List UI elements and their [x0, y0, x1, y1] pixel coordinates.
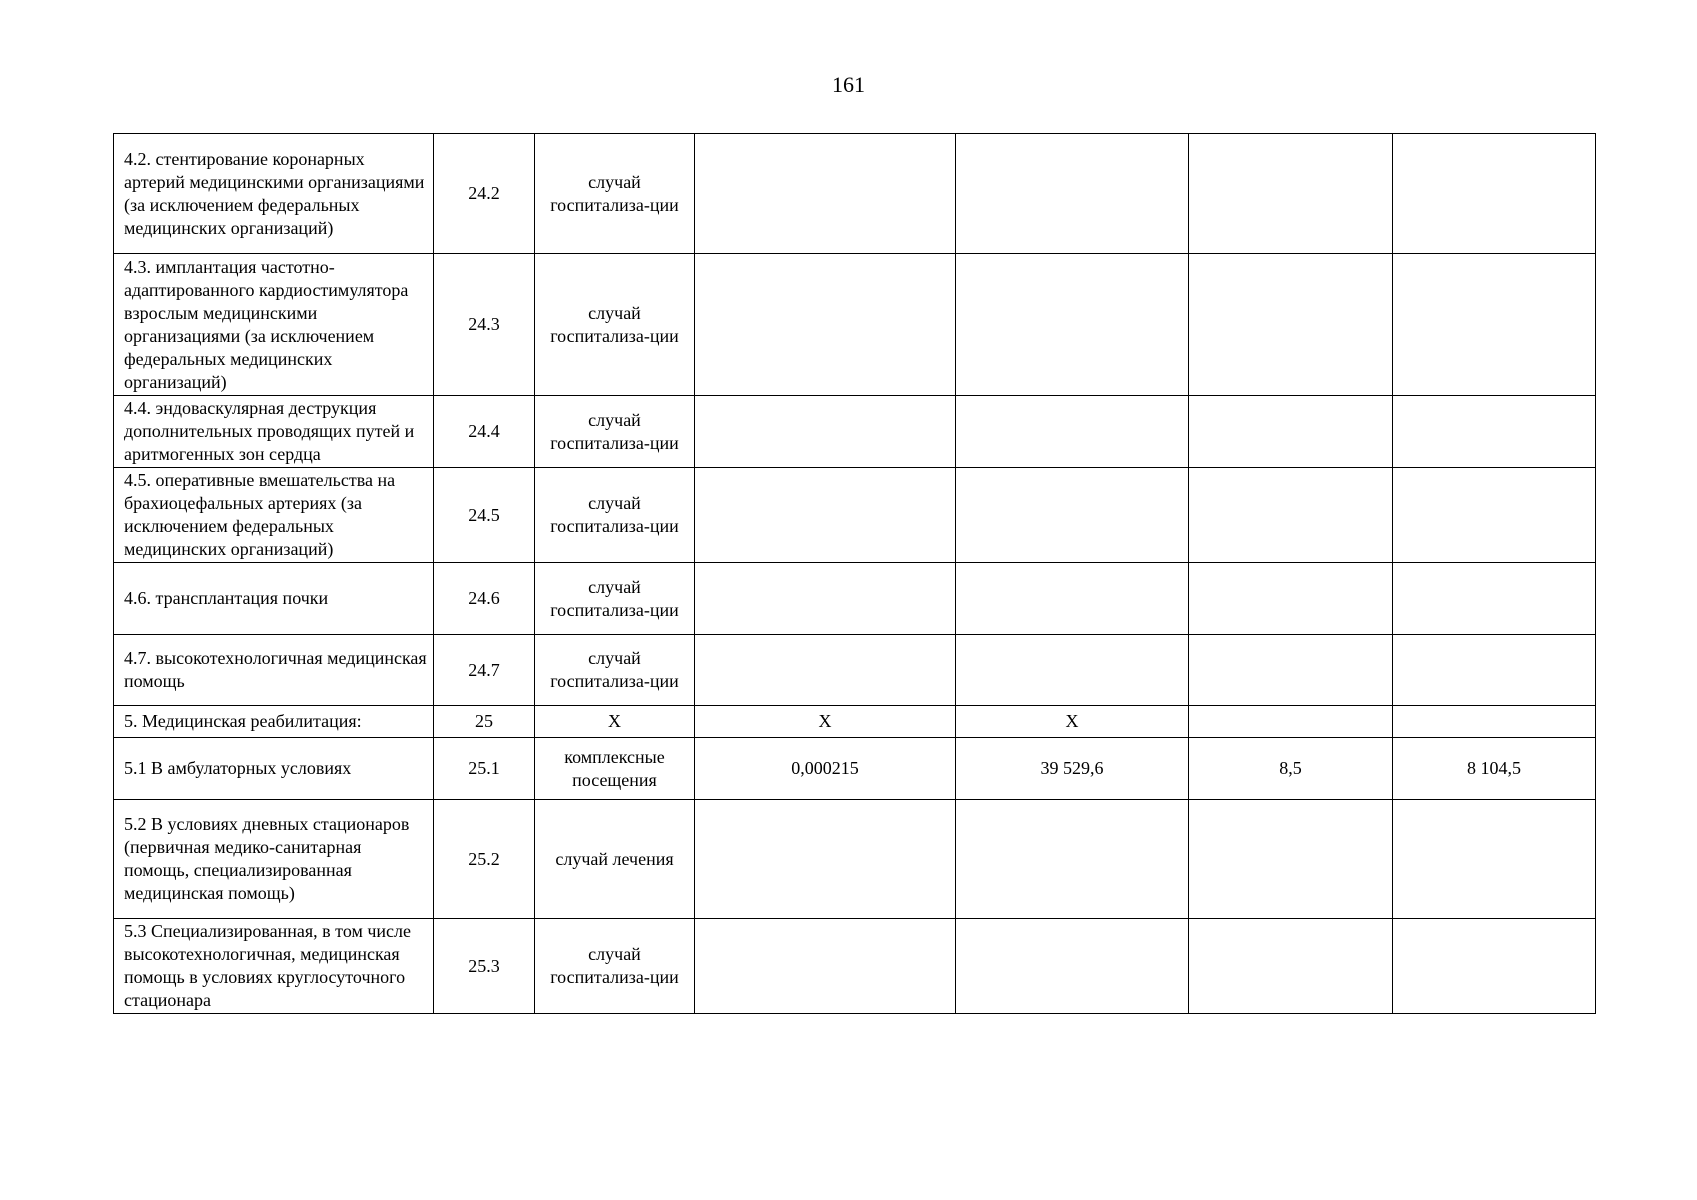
table-row [114, 468, 1596, 563]
table-row [114, 800, 1596, 919]
row-unit-text: случай госпитализа-ции [550, 493, 679, 536]
table-row [114, 738, 1596, 800]
row-value-cell [956, 800, 1189, 919]
row-value-cell [1393, 706, 1596, 738]
row-value-cell [1189, 396, 1393, 468]
row-value-cell [695, 468, 956, 563]
row-name-cell: 4.2. стентирование коронарных артерий медицинскими организациями (за исключением федеральных медицинских организаций) [114, 134, 434, 254]
row-name-cell: 4.3. имплантация частотно-адаптированного кардиостимулятора взрослым медицинскими организациями (за исключением федеральных медицинских организаций) [114, 254, 434, 396]
row-name-cell: 5.1 В амбулаторных условиях [114, 738, 434, 800]
row-unit-text: случай госпитализа-ции [550, 302, 679, 346]
row-name-cell: 5.3 Специализированная, в том числе высокотехнологичная, медицинская помощь в условиях круглосуточного стационара [114, 919, 434, 1014]
row-unit-cell [535, 919, 695, 1014]
row-name-cell: 4.6. трансплантация почки [114, 563, 434, 635]
row-unit-text: случай лечения [555, 848, 674, 869]
row-value-cell [956, 396, 1189, 468]
row-value-cell [956, 919, 1189, 1014]
row-value-cell [1393, 800, 1596, 919]
table-row [114, 396, 1596, 468]
row-value-cell: 8 104,5 [1393, 738, 1596, 800]
row-value-cell [1393, 254, 1596, 396]
row-value-cell [1189, 919, 1393, 1014]
row-value-cell [1393, 919, 1596, 1014]
row-unit-cell [535, 396, 695, 468]
row-unit-text: случай госпитализа-ции [550, 944, 679, 987]
row-value-cell [956, 563, 1189, 635]
row-value-cell [695, 563, 956, 635]
row-unit-cell [535, 254, 695, 396]
row-code-cell: 24.6 [434, 563, 535, 635]
row-unit-cell [535, 706, 695, 738]
row-code-cell: 24.3 [434, 254, 535, 396]
row-name-cell: 4.7. высокотехнологичная медицинская помощь [114, 635, 434, 706]
row-value-cell [1393, 396, 1596, 468]
page-number: 161 [832, 72, 865, 97]
row-value-cell [956, 635, 1189, 706]
row-unit-text: комплексные посещения [564, 746, 665, 790]
row-code-cell: 25.3 [434, 919, 535, 1014]
row-code-cell: 24.5 [434, 468, 535, 563]
row-code-cell: 24.7 [434, 635, 535, 706]
row-code-cell: 24.4 [434, 396, 535, 468]
table-row [114, 919, 1596, 1014]
row-value-cell [1393, 468, 1596, 563]
table-row [114, 706, 1596, 738]
row-value-cell [695, 254, 956, 396]
table-row [114, 134, 1596, 254]
row-value-cell [956, 468, 1189, 563]
row-unit-text: случай госпитализа-ции [550, 648, 679, 691]
row-value-cell [956, 254, 1189, 396]
row-value-cell: Х [956, 706, 1189, 738]
row-value-cell: Х [695, 706, 956, 738]
row-code-cell: 25 [434, 706, 535, 738]
row-code-cell: 24.2 [434, 134, 535, 254]
table-row [114, 254, 1596, 396]
row-unit-text: случай госпитализа-ции [550, 576, 679, 620]
row-name-cell: 5.2 В условиях дневных стационаров (первичная медико-санитарная помощь, специализированная медицинская помощь) [114, 800, 434, 919]
row-value-cell [1189, 254, 1393, 396]
row-value-cell [1189, 635, 1393, 706]
row-value-cell [695, 919, 956, 1014]
row-value-cell [695, 635, 956, 706]
row-unit-cell [535, 468, 695, 563]
row-unit-cell [535, 738, 695, 800]
row-value-cell [1189, 800, 1393, 919]
row-unit-text: Х [608, 711, 621, 731]
row-name-cell: 4.5. оперативные вмешательства на брахиоцефальных артериях (за исключением федеральных медицинских организаций) [114, 468, 434, 563]
row-value-cell [1393, 563, 1596, 635]
row-value-cell [1393, 635, 1596, 706]
row-code-cell: 25.1 [434, 738, 535, 800]
row-name-cell: 4.4. эндоваскулярная деструкция дополнительных проводящих путей и аритмогенных зон сердца [114, 396, 434, 468]
row-value-cell [1189, 134, 1393, 254]
row-value-cell [1393, 134, 1596, 254]
row-value-cell: 8,5 [1189, 738, 1393, 800]
row-value-cell [956, 134, 1189, 254]
row-value-cell [695, 396, 956, 468]
row-unit-text: случай госпитализа-ции [550, 171, 679, 215]
row-value-cell [695, 800, 956, 919]
data-table [113, 133, 1596, 1014]
row-value-cell [1189, 706, 1393, 738]
row-value-cell: 39 529,6 [956, 738, 1189, 800]
row-value-cell [1189, 468, 1393, 563]
row-value-cell: 0,000215 [695, 738, 956, 800]
row-unit-cell [535, 134, 695, 254]
row-unit-cell [535, 635, 695, 706]
row-unit-cell [535, 563, 695, 635]
row-value-cell [695, 134, 956, 254]
row-value-cell [1189, 563, 1393, 635]
row-unit-text: случай госпитализа-ции [550, 409, 679, 453]
table-row [114, 635, 1596, 706]
table-row [114, 563, 1596, 635]
row-code-cell: 25.2 [434, 800, 535, 919]
row-unit-cell [535, 800, 695, 919]
row-name-cell: 5. Медицинская реабилитация: [114, 706, 434, 738]
